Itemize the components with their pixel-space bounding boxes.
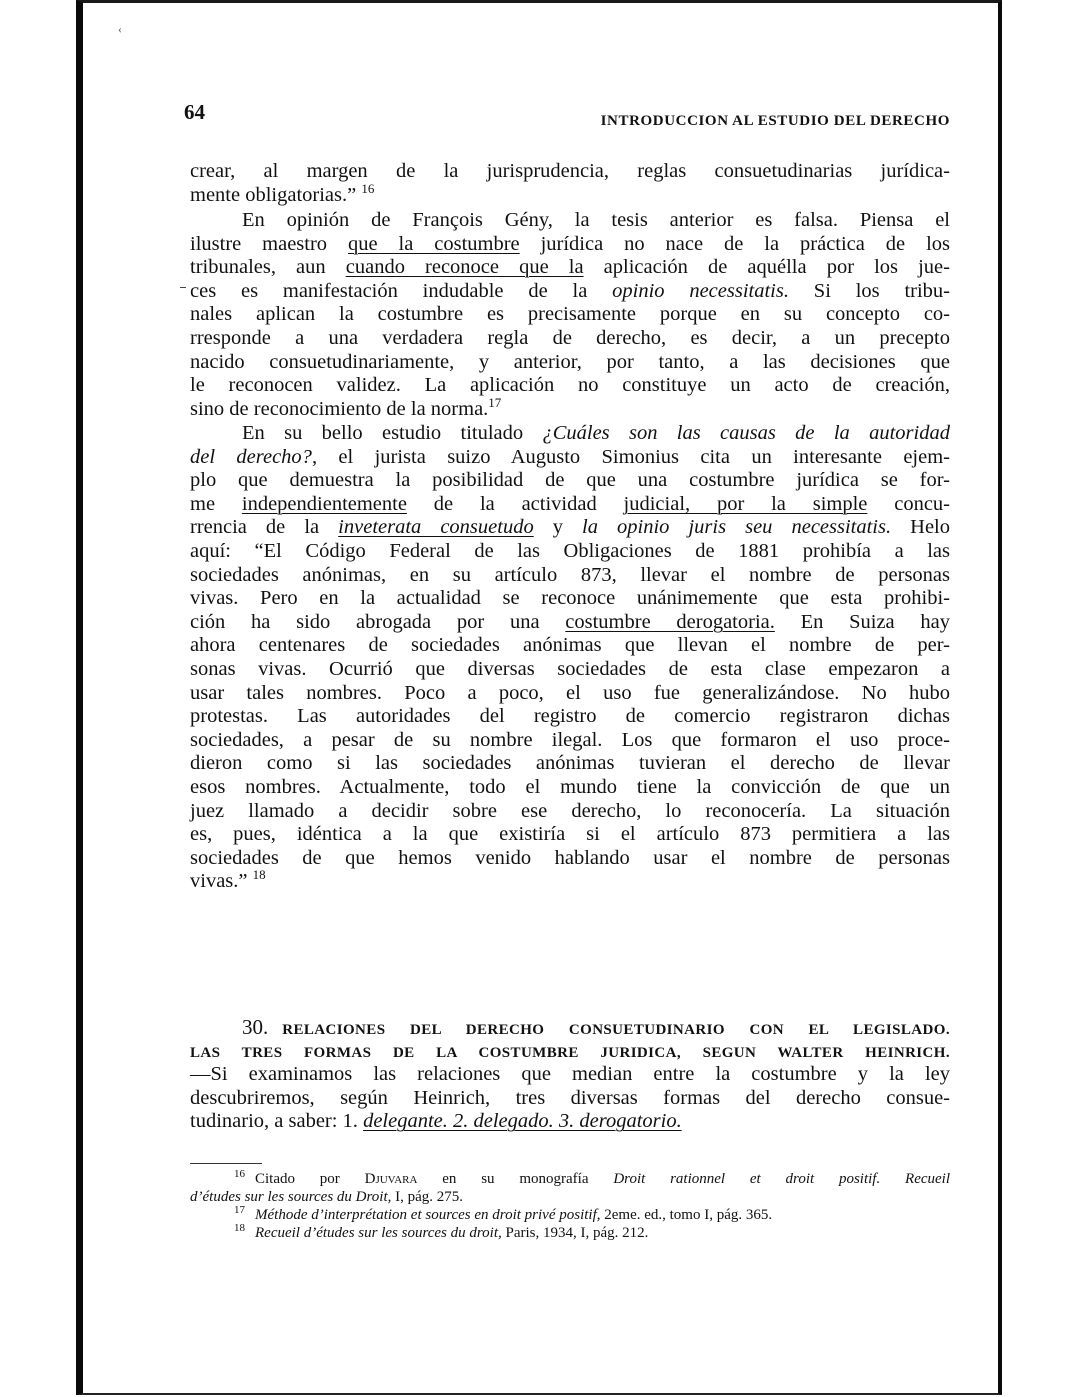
- text-line: plo que demuestra la posibilidad de que una costumbre jurídica se for-: [190, 469, 950, 492]
- text-fragment: me: [190, 492, 242, 515]
- italic-title: Méthode d’interprétation et sources en droit privé positif,: [255, 1207, 601, 1223]
- text-line: [190, 1110, 950, 1134]
- text-fragment: Paris, 1934, I, pág. 212.: [501, 1225, 649, 1241]
- italic-title: d’études sur les sources du Droit,: [190, 1189, 392, 1205]
- text-fragment: tudinario, a saber: 1.: [190, 1110, 364, 1133]
- paragraph-geny: [190, 209, 950, 421]
- text-line: [190, 516, 950, 540]
- text-line: [190, 394, 950, 422]
- scan-mark: ‹: [118, 22, 122, 36]
- text-line: sonas vivas. Ocurrió que diversas sociedades de esta clase empezaron a: [190, 657, 950, 680]
- scan-margin-mark: [180, 287, 186, 288]
- text-line: —Si examinamos las relaciones que median entre la costumbre y la ley: [190, 1063, 950, 1086]
- text-fragment: de la actividad: [406, 492, 624, 515]
- text-fragment: en su monografía: [417, 1171, 614, 1187]
- text-fragment: tribunales, aun: [190, 256, 346, 279]
- text-line: nacido consuetudinariamente, y anterior, por tanto, a las decisiones que: [190, 350, 950, 373]
- text-fragment: ción ha sido abrogada por una: [190, 610, 566, 633]
- footnotes: [190, 1170, 950, 1242]
- italic-term: inveterata consuetudo: [338, 516, 534, 539]
- underlined-text: judicial, por la simple: [623, 492, 868, 515]
- text-line: esos nombres. Actualmente, todo el mundo tiene la convicción de que un: [190, 775, 950, 798]
- text-line: dieron como si las sociedades anónimas tuvieran el derecho de llevar: [190, 752, 950, 775]
- underlined-text: costumbre derogatoria.: [565, 610, 775, 633]
- italic-title: Droit rationnel et droit positif. Recueil: [613, 1171, 950, 1187]
- text-line: [190, 180, 950, 208]
- footnote-16-cont: [190, 1188, 950, 1206]
- text-line: le reconocen validez. La aplicación no constituye un acto de creación,: [190, 374, 950, 397]
- text-fragment: aplicación de aquélla por los jue-: [583, 256, 950, 279]
- text-line: En opinión de François Gény, la tesis anterior es falsa. Piensa el: [242, 209, 950, 231]
- section-heading-line: [190, 1040, 950, 1064]
- text-line: sociedades, a pesar de su nombre ilegal. Los que formaron el uso proce-: [190, 728, 950, 751]
- text-line: es, pues, idéntica a la que existiría si el artículo 873 permitiera a las: [190, 823, 950, 846]
- footnote-separator: [190, 1163, 262, 1164]
- italic-term: opinio necessitatis.: [612, 279, 789, 302]
- footnote-ref-17[interactable]: 17: [488, 394, 502, 410]
- text-fragment: Citado por: [255, 1171, 365, 1187]
- section-30: [190, 1016, 950, 1134]
- text-line: [190, 422, 950, 446]
- text-fragment: y: [533, 516, 583, 539]
- underlined-text: independientemente: [241, 492, 407, 515]
- text-fragment: sino de reconocimiento de la norma.: [190, 397, 489, 420]
- footnote-16: [190, 1170, 950, 1188]
- italic-title: Recueil d’études sur les sources du droit,: [255, 1225, 502, 1241]
- italic-list: delegante. 2. delegado. 3. derogatorio.: [363, 1110, 682, 1133]
- footnote-number: 16: [234, 1168, 245, 1180]
- text-line: nales aplican la costumbre es precisamente porque en su concepto co-: [190, 303, 950, 326]
- text-fragment: vivas.”: [190, 870, 248, 893]
- italic-term: la opinio juris seu necessitatis.: [582, 516, 892, 539]
- text-line: [190, 446, 950, 470]
- text-fragment: ces es manifestación indudable de la: [190, 279, 613, 302]
- italic-title: ¿Cuáles son las causas de la autoridad: [542, 422, 950, 444]
- footnote-ref-16[interactable]: 16: [361, 180, 375, 196]
- underlined-text: cuando reconoce que la: [345, 256, 584, 279]
- footnote-number: 18: [234, 1222, 245, 1234]
- text-line: [190, 493, 950, 517]
- underlined-text: que la costumbre: [348, 232, 520, 255]
- text-fragment: , el jurista suizo Augusto Simonius cita un interesante ejem-: [311, 445, 950, 468]
- text-line: rresponde a una verdadera regla de derecho, es decir, a un precepto: [190, 326, 950, 349]
- section-title: RELACIONES DEL DERECHO CONSUETUDINARIO CON EL LEGISLADO.: [282, 1022, 950, 1038]
- text-line: [190, 611, 950, 635]
- footnote-number: 17: [234, 1204, 245, 1216]
- text-fragment: 2eme. ed., tomo I, pág. 365.: [600, 1207, 773, 1223]
- text-line: usar tales nombres. Poco a poco, el uso fue generalizándose. No hubo: [190, 681, 950, 704]
- text-line: juez llamado a decidir sobre ese derecho, lo reconocería. La situación: [190, 799, 950, 822]
- section-heading-line: [190, 1016, 950, 1040]
- text-fragment: Si los tribu-: [788, 279, 951, 302]
- text-line: descubriremos, según Heinrich, tres diversas formas del derecho consue-: [190, 1086, 950, 1109]
- text-line: [190, 233, 950, 257]
- text-line: crear, al margen de la jurisprudencia, reglas consuetudinarias jurídica-: [190, 160, 950, 182]
- text-line: sociedades anónimas, en su artículo 873, llevar el nombre de personas: [190, 563, 950, 586]
- text-fragment: jurídica no nace de la práctica de los: [519, 232, 951, 255]
- text-line: [190, 256, 950, 280]
- text-fragment: I, pág. 275.: [391, 1189, 464, 1205]
- text-fragment: En su bello estudio titulado: [242, 422, 543, 444]
- running-head: INTRODUCCION AL ESTUDIO DEL DERECHO: [600, 113, 950, 129]
- footnote-17: [190, 1206, 950, 1224]
- text-fragment: rrencia de la: [190, 516, 339, 539]
- text-fragment: mente obligatorias.”: [190, 183, 357, 206]
- text-fragment: Helo: [891, 516, 950, 539]
- text-fragment: En Suiza hay: [774, 610, 950, 633]
- text-line: [190, 280, 950, 304]
- text-line: sociedades de que hemos venido hablando usar el nombre de personas: [190, 846, 950, 869]
- text-fragment: concu-: [867, 492, 951, 515]
- text-fragment: ilustre maestro: [190, 232, 348, 255]
- footnote-18: [190, 1224, 950, 1242]
- paragraph-continuation: [190, 160, 950, 207]
- text-line: [190, 867, 950, 894]
- section-title: LAS TRES FORMAS DE LA COSTUMBRE JURIDICA, SEGUN WALTER HEINRICH.: [190, 1044, 950, 1061]
- text-line: protestas. Las autoridades del registro de comercio registraron dichas: [190, 705, 950, 728]
- section-number: 30.: [242, 1015, 269, 1039]
- footnote-ref-18[interactable]: 18: [252, 867, 266, 883]
- text-line: aquí: “El Código Federal de las Obligaciones de 1881 prohibía a las: [190, 539, 950, 562]
- italic-title: del derecho?: [190, 445, 312, 468]
- text-line: vivas. Pero en la actualidad se reconoce unánimemente que esta prohibi-: [190, 587, 950, 610]
- author-name: Djuvara: [364, 1171, 418, 1187]
- paragraph-simonius: [190, 422, 950, 894]
- page-number: 64: [184, 100, 205, 124]
- text-line: ahora centenares de sociedades anónimas que llevan el nombre de per-: [190, 634, 950, 657]
